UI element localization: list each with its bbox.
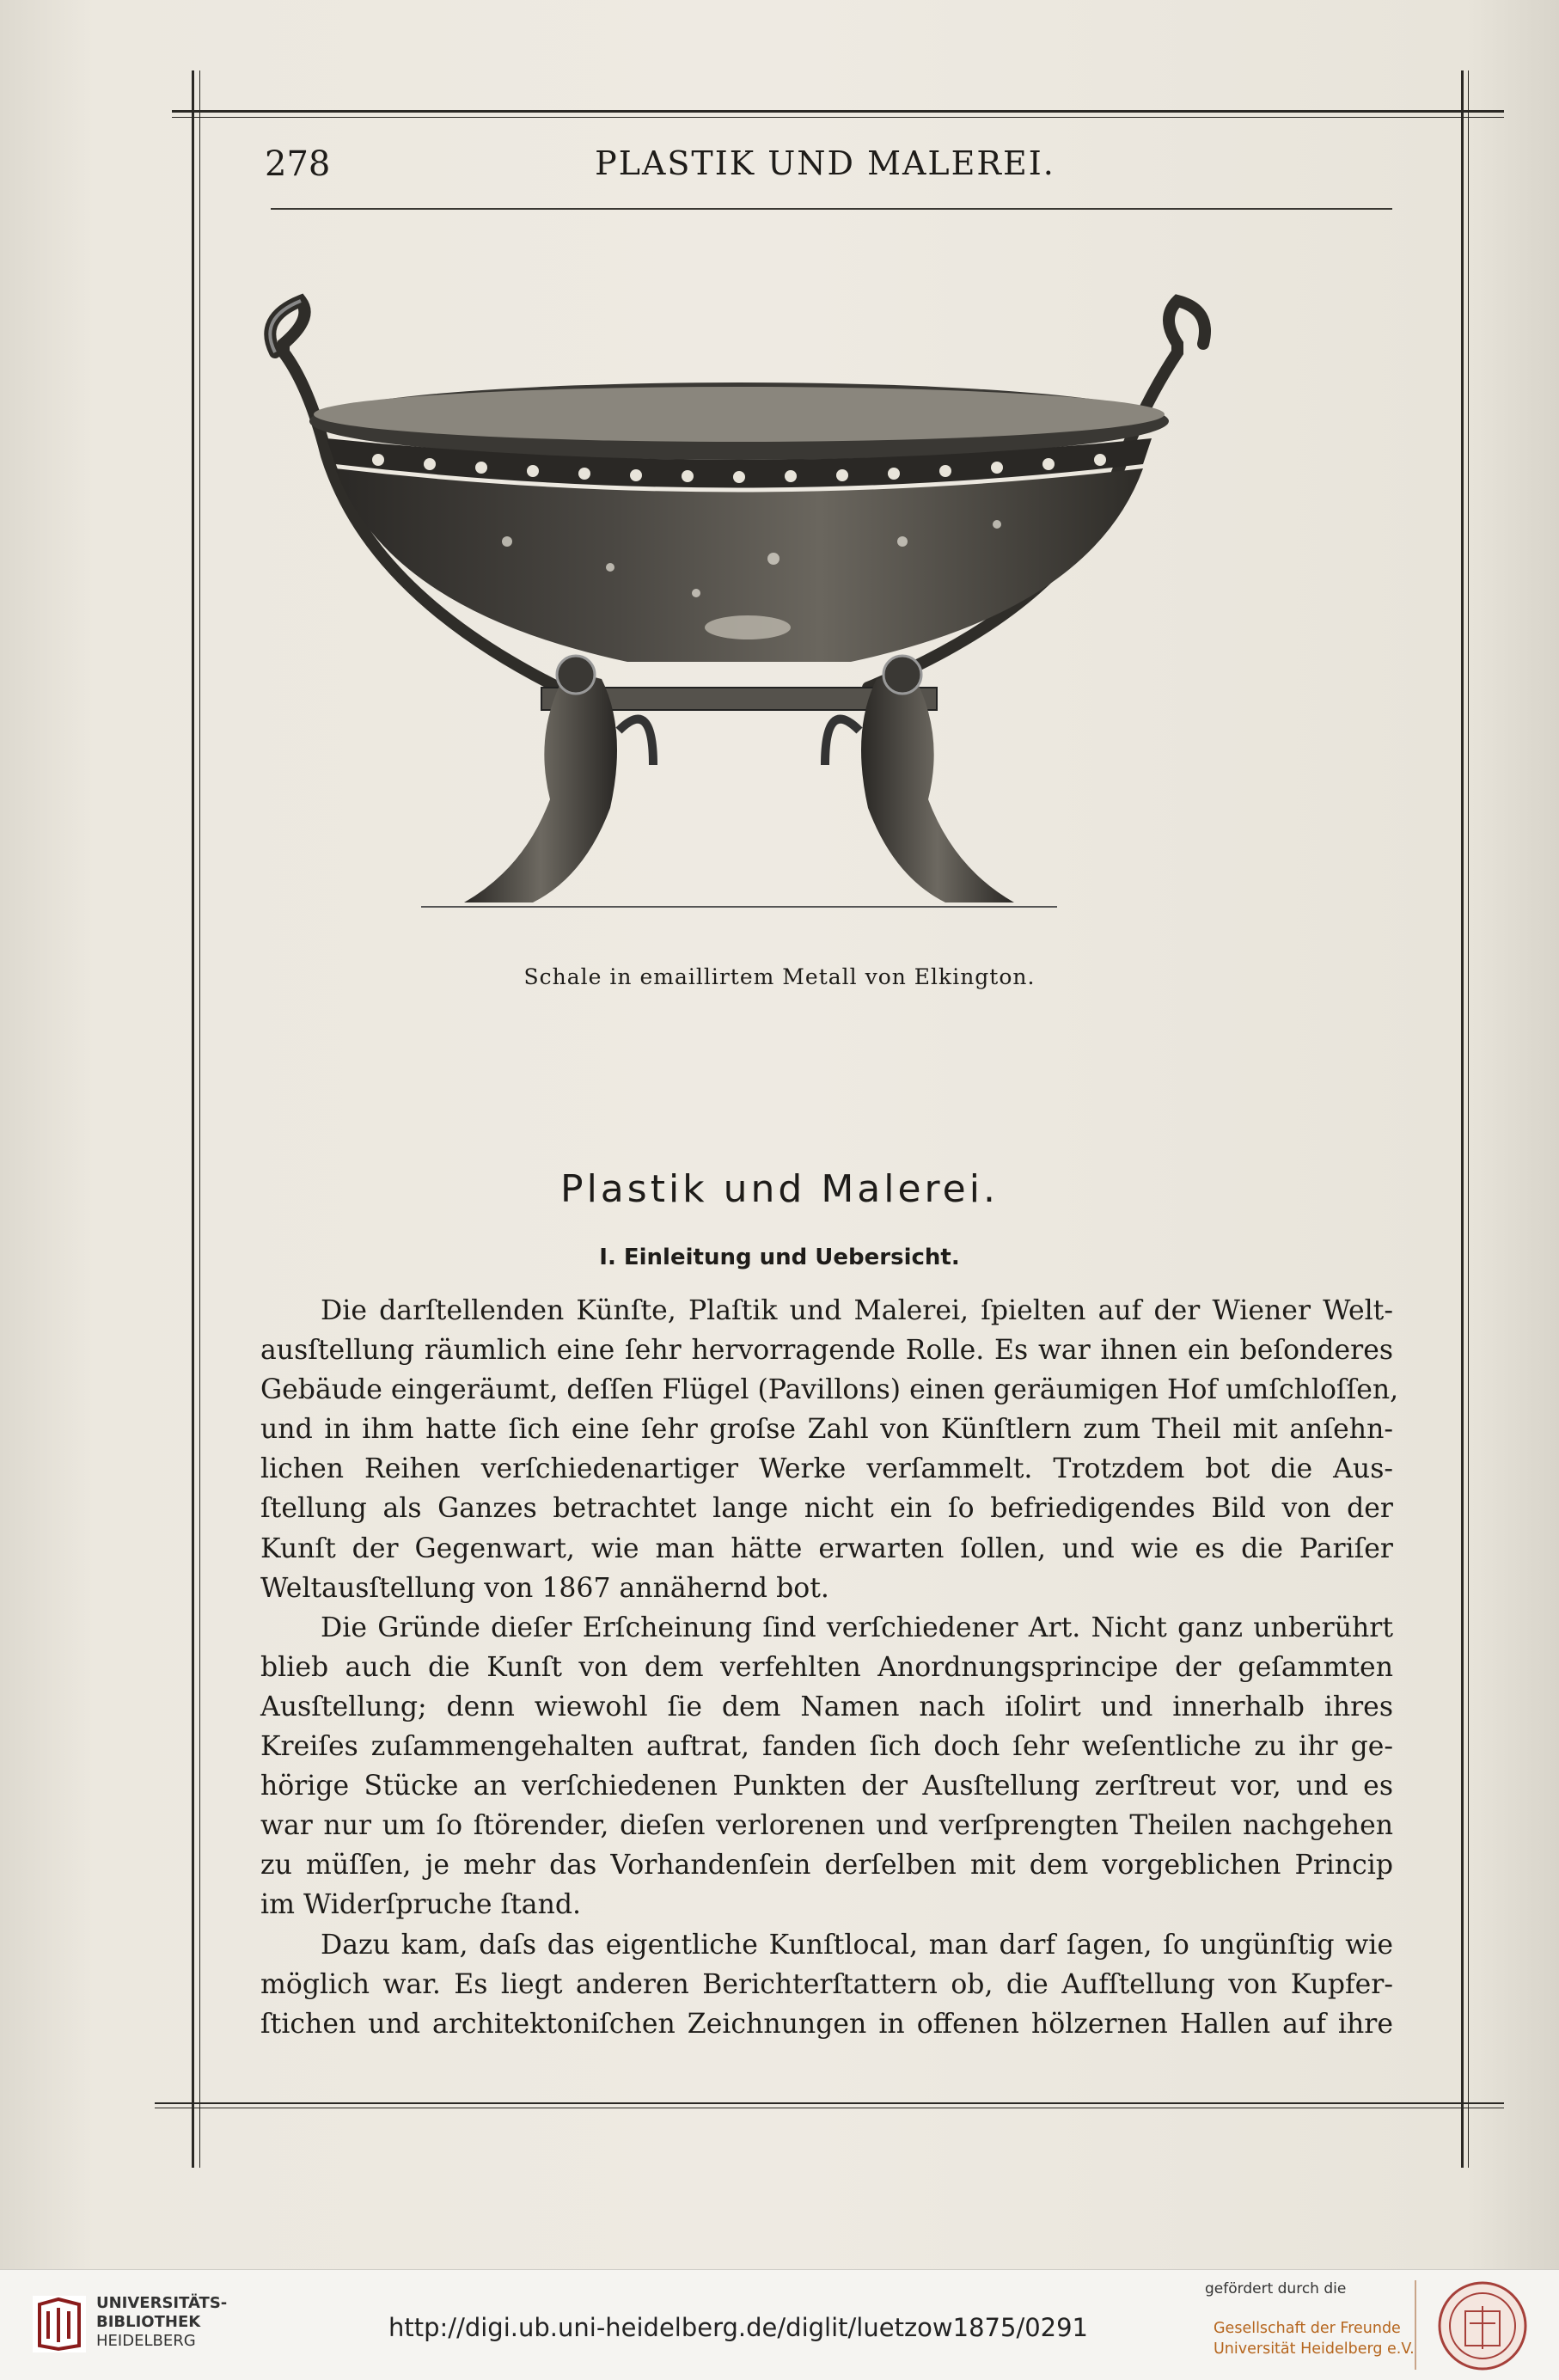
text-line: Die darſtellenden Künſte, Plaſtik und Malerei, ſpielten auf der Wiener Welt- [321, 1295, 1393, 1326]
frame-right-rule-outer [1461, 70, 1464, 2168]
running-head [258, 144, 1392, 187]
text-line: Kunſt der Gegenwart, wie man hätte erwarten ſollen, und wie es die Pariſer [260, 1533, 1393, 1564]
sponsor-name [1214, 2318, 1415, 2359]
running-title: PLASTIK UND MALEREI. [595, 144, 1055, 182]
frame-top-rule-outer [172, 110, 1504, 113]
digitization-footer [0, 2269, 1559, 2380]
bowl-engraving [249, 284, 1212, 963]
text-line: lichen Reihen verſchiedenartiger Werke verſammelt. Trotzdem bot die Aus- [260, 1453, 1393, 1485]
section-title: Plastik und Malerei. [560, 1167, 999, 1211]
text-line: hörige Stücke an verſchiedenen Punkten der Ausſtellung zerſtreut vor, und es [260, 1771, 1393, 1802]
text-line: im Widerſpruche ſtand. [260, 1889, 582, 1921]
text-line: Dazu kam, daſs das eigentliche Kunſtlocal, man darf ſagen, ſo ungünſtig wie [321, 1929, 1393, 1961]
frame-top-rule-inner [172, 117, 1504, 118]
library-name-line: BIBLIOTHEK [96, 2313, 201, 2331]
library-name-line: HEIDELBERG [96, 2332, 196, 2350]
sponsor-divider [1415, 2280, 1416, 2370]
library-name [96, 2294, 227, 2351]
text-line: Gebäude eingeräumt, deſſen Flügel (Pavillons) einen geräumigen Hof umſchloſſen, [260, 1374, 1399, 1406]
permalink-url[interactable]: http://digi.ub.uni-heidelberg.de/diglit/luetzow1875/0291 [388, 2313, 1089, 2342]
text-line: Die Gründe dieſer Erſcheinung ſind verſchiedener Art. Nicht ganz unberührt [321, 1612, 1393, 1643]
frame-left-rule-inner [199, 70, 200, 2168]
sponsor-name-line: Gesellschaft der Freunde [1214, 2320, 1401, 2337]
text-line: Ausſtellung; denn wiewohl ſie dem Namen nach iſolirt und innerhalb ihres [260, 1691, 1393, 1722]
text-line: blieb auch die Kunſt von dem verfehlten Anordnungsprincipe der geſammten [260, 1651, 1393, 1683]
library-logo-icon [33, 2296, 86, 2352]
text-line: ſtellung als Ganzes betrachtet lange nicht ein ſo befriedigendes Bild von der [260, 1493, 1393, 1525]
page-number: 278 [265, 144, 331, 184]
text-line: ſtichen und architektoniſchen Zeichnungen in offenen hölzernen Hallen auf ihre [260, 2008, 1393, 2040]
frame-right-rule-inner [1468, 70, 1469, 2168]
university-seal-icon [1437, 2280, 1528, 2371]
text-line: ausſtellung räumlich eine ſehr hervorragende Rolle. Es war ihnen ein beſonderes [260, 1335, 1393, 1367]
text-line: Weltausſtellung von 1867 annähernd bot. [260, 1572, 829, 1604]
frame-bottom-rule-outer [155, 2102, 1504, 2104]
figure-caption: Schale in emaillirtem Metall von Elkington. [523, 964, 1036, 989]
sponsor-label: gefördert durch die [1205, 2280, 1347, 2297]
text-line: und in ihm hatte ſich eine ſehr groſse Zahl von Künſtlern zum Theil mit anſehn- [260, 1414, 1393, 1446]
text-line: zu müſſen, je mehr das Vorhandenſein derſelben mit dem vorgeblichen Princip [260, 1850, 1393, 1881]
text-line: Kreiſes zuſammengehalten auftrat, fanden ſich doch ſehr weſentliche zu ihr ge- [260, 1731, 1393, 1763]
text-line: möglich war. Es liegt anderen Berichterſtattern ob, die Aufſtellung von Kupfer- [260, 1968, 1393, 2000]
section-subtitle: I. Einleitung und Uebersicht. [599, 1245, 960, 1270]
frame-left-rule-outer [192, 70, 194, 2168]
library-name-line: UNIVERSITÄTS- [96, 2294, 228, 2312]
head-rule [271, 208, 1392, 210]
text-line: war nur um ſo ſtörender, dieſen verlorenen und verſprengten Theilen nachgehen [260, 1810, 1393, 1842]
sponsor-name-line: Universität Heidelberg e.V. [1214, 2340, 1415, 2358]
body-text [260, 1291, 1399, 2044]
